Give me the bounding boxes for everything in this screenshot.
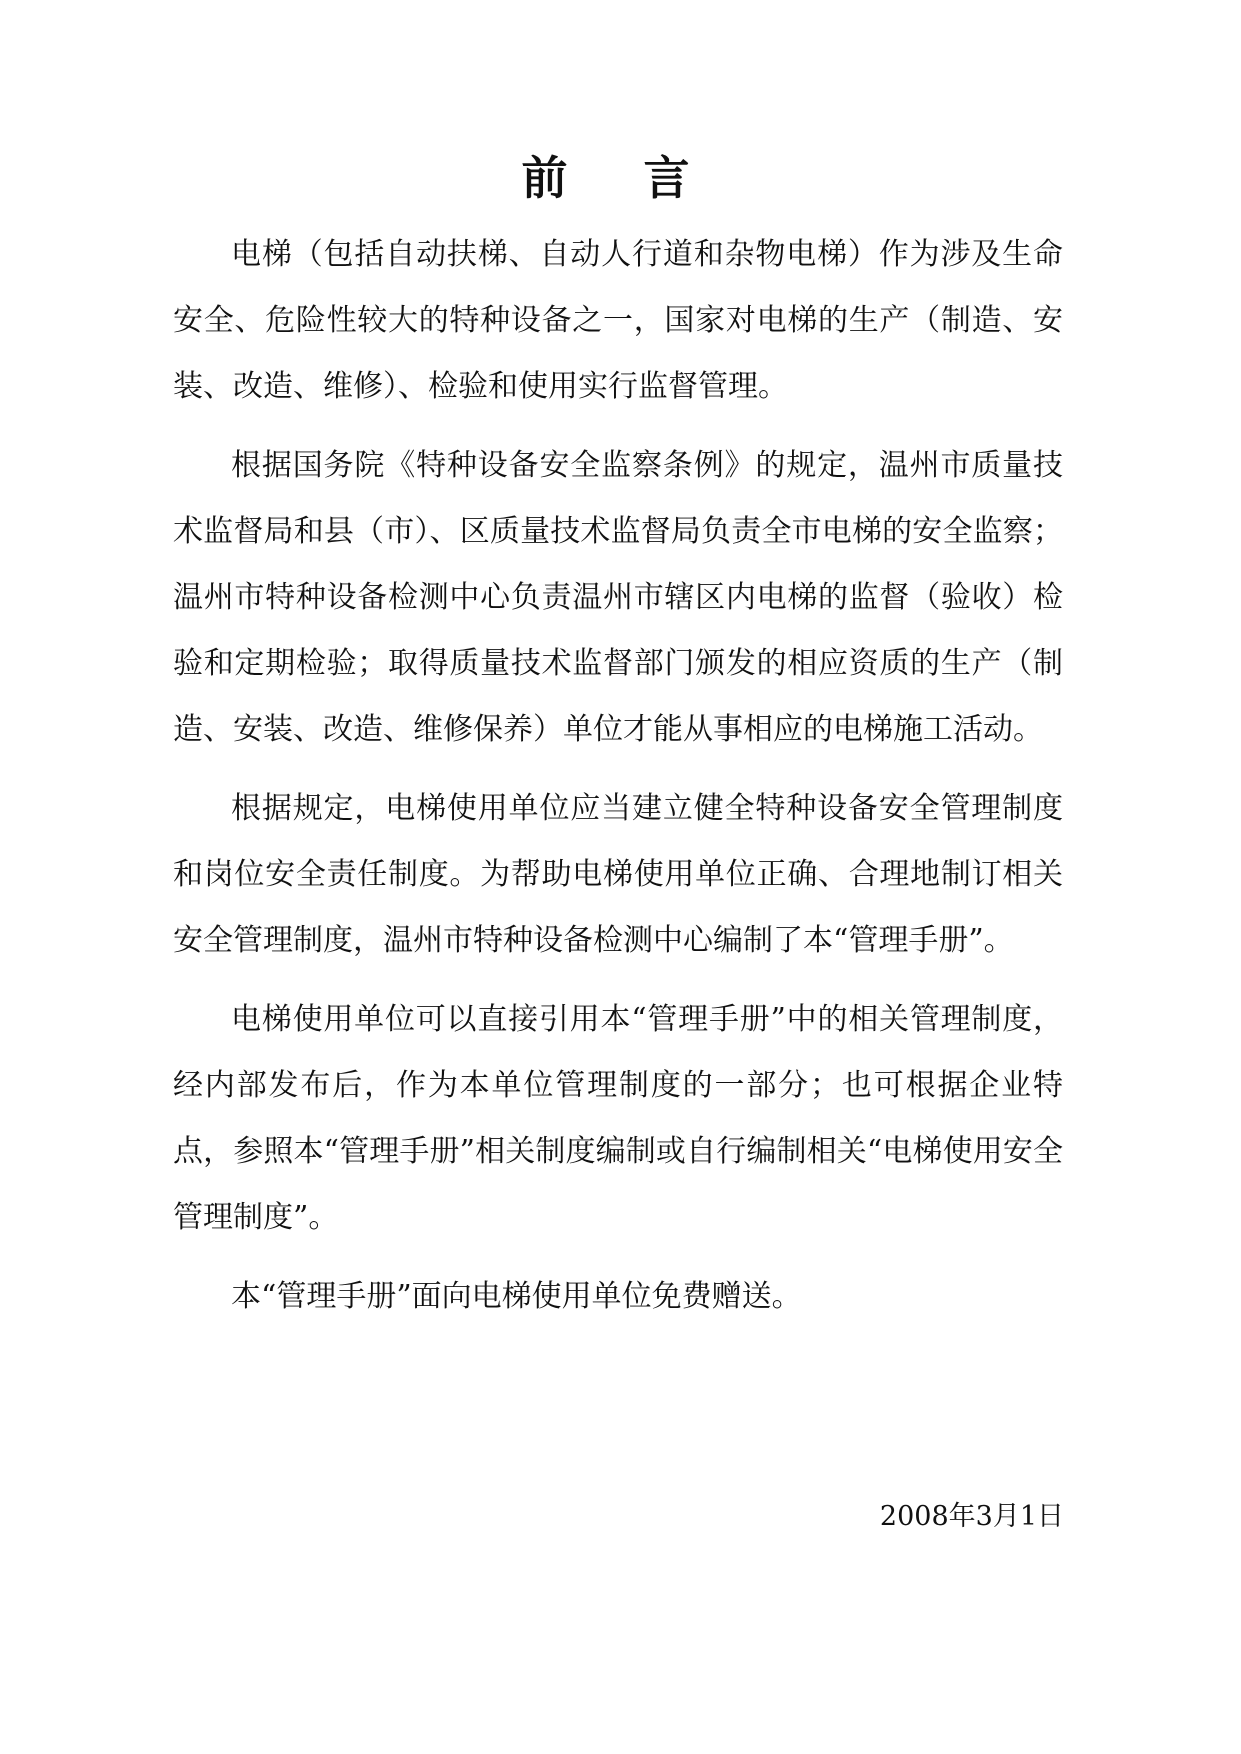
paragraph-1: 电梯（包括自动扶梯、自动人行道和杂物电梯）作为涉及生命安全、危险性较大的特种设备之一，国家对电梯的生产（制造、安装、改造、维修）、检验和使用实行监督管理。	[173, 237, 1063, 404]
signature-date: 2008年3月1日	[879, 1501, 1064, 1532]
paragraph-3: 根据规定，电梯使用单位应当建立健全特种设备安全管理制度和岗位安全责任制度。为帮助电梯使用单位正确、合理地制订相关安全管理制度，温州市特种设备检测中心编制了本“管理手册”。	[173, 791, 1063, 958]
preface-body	[173, 222, 1063, 1343]
page-title: 前 言	[521, 151, 720, 205]
paragraph-5: 本“管理手册”面向电梯使用单位免费赠送。	[231, 1279, 802, 1314]
paragraph-4: 电梯使用单位可以直接引用本“管理手册”中的相关管理制度，经内部发布后，作为本单位管理制度的一部分；也可根据企业特点，参照本“管理手册”相关制度编制或自行编制相关“电梯使用安全管理制度”。	[173, 1002, 1063, 1235]
paragraph-2: 根据国务院《特种设备安全监察条例》的规定，温州市质量技术监督局和县（市）、区质量技术监督局负责全市电梯的安全监察；温州市特种设备检测中心负责温州市辖区内电梯的监督（验收）检验和定期检验；取得质量技术监督部门颁发的相应资质的生产（制造、安装、改造、维修保养）单位才能从事相应的电梯施工活动。	[173, 448, 1063, 747]
